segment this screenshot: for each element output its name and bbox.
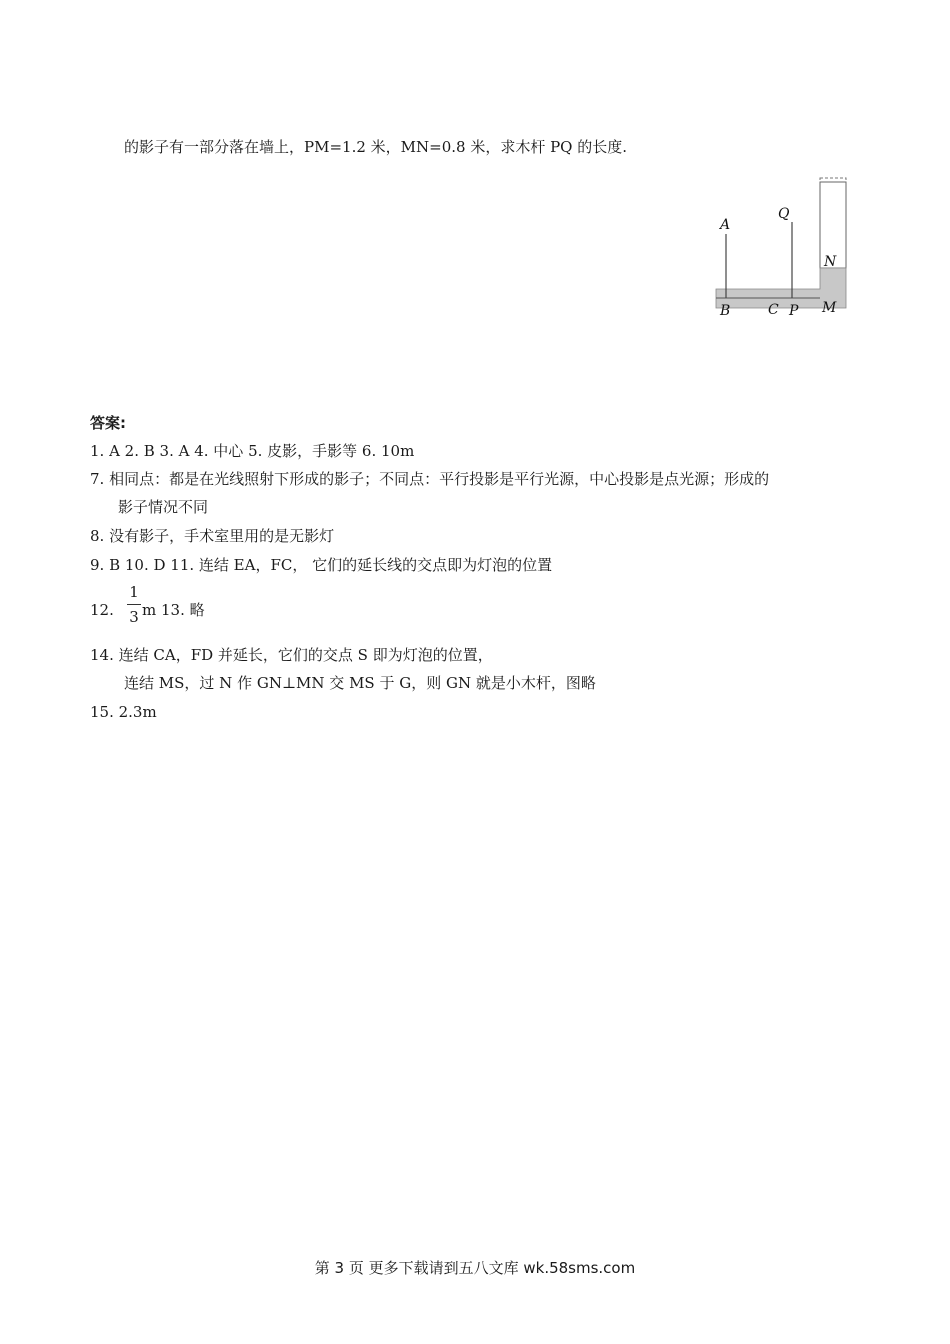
label-b: B — [720, 303, 731, 319]
answer-line-15: 15. 2.3m — [90, 703, 157, 721]
answer-line-7-cont: 影子情况不同 — [118, 498, 209, 516]
shadow-figure — [712, 172, 852, 326]
label-c: C — [768, 302, 779, 318]
answer-line-12-rest: m 13. 略 — [142, 601, 205, 619]
answer-line-9: 9. B 10. D 11. 连结 EA，FC， 它们的延长线的交点即为灯泡的位置 — [90, 556, 553, 574]
answer-line-14-cont: 连结 MS，过 N 作 GN⊥MN 交 MS 于 G，则 GN 就是小木杆，图略 — [124, 674, 596, 692]
answer-line-8: 8. 没有影子，手术室里用的是无影灯 — [90, 527, 335, 545]
problem-text: 的影子有一部分落在墙上，PM=1.2 米，MN=0.8 米，求木杆 PQ 的长度. — [124, 138, 628, 156]
answer-line-7: 7. 相同点：都是在光线照射下形成的影子；不同点：平行投影是平行光源，中心投影是点光源；形成的 — [90, 470, 770, 488]
fraction-bar — [127, 604, 141, 605]
page-footer: 第 3 页 更多下载请到五八文库 wk.58sms.com — [314, 1259, 636, 1277]
answer-line-14: 14. 连结 CA，FD 并延长，它们的交点 S 即为灯泡的位置， — [90, 646, 493, 664]
shadow-diagram — [712, 172, 852, 322]
label-m: M — [822, 300, 837, 316]
fraction-numerator: 1 — [129, 583, 139, 601]
label-q: Q — [778, 206, 790, 222]
answer-line-12: 12. — [90, 601, 114, 619]
label-n: N — [824, 254, 837, 270]
fraction-denominator: 3 — [129, 608, 139, 626]
label-a: A — [720, 217, 731, 233]
answer-line-1: 1. A 2. B 3. A 4. 中心 5. 皮影，手影等 6. 10m — [90, 442, 415, 460]
answers-heading: 答案: — [90, 414, 126, 432]
label-p: P — [789, 303, 799, 319]
fraction-one-third — [127, 583, 141, 626]
